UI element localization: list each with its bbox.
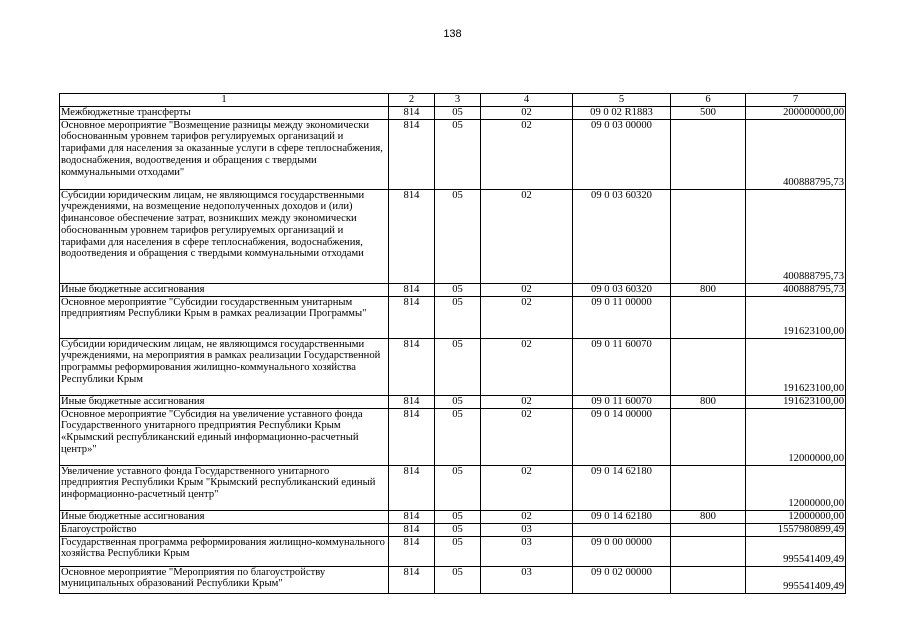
table-header-row [60,94,846,107]
row-amount: 400888795,73 [746,283,846,296]
table-row [60,510,846,523]
row-expense-type [671,536,746,566]
row-name: Основное мероприятие "Возмещение разницы между экономически обоснованным уровнем тарифов регулируемых организаций и тарифами для населения за оказанные услуги в сфере теплоснабжения, водоснабжения, водоотведения и обращения с твердыми коммунальными отходами" [60,119,389,189]
row-target-code: 09 0 03 60320 [573,283,671,296]
row-subsection-code: 02 [481,395,573,408]
row-amount: 200000000,00 [746,106,846,119]
table-row [60,338,846,395]
row-target-code: 09 0 11 00000 [573,296,671,338]
row-target-code: 09 0 11 60070 [573,338,671,395]
table-row [60,536,846,566]
row-amount: 995541409,49 [746,536,846,566]
row-target-code: 09 0 14 00000 [573,408,671,465]
table-row [60,106,846,119]
row-amount: 400888795,73 [746,189,846,283]
row-amount: 1557980899,49 [746,523,846,536]
table-row [60,119,846,189]
row-section-code: 05 [435,536,481,566]
table-row [60,283,846,296]
row-expense-type [671,523,746,536]
table-row [60,395,846,408]
row-expense-type [671,189,746,283]
row-name: Субсидии юридическим лицам, не являющимся государственными учреждениями, на возмещение недополученных доходов и (или) финансовое обеспечение затрат, возникших между экономически обоснованным уровнем тарифов регулируемых организаций и тарифами для населения в сфере теплоснабжения, водоснабжения, водоотведения и обращения с твердыми коммунальными отходами [60,189,389,283]
row-ministry-code: 814 [389,510,435,523]
row-section-code: 05 [435,119,481,189]
table-row [60,189,846,283]
row-name: Основное мероприятие "Мероприятия по благоустройству муниципальных образований Республики Крым" [60,566,389,593]
row-amount: 12000000,00 [746,408,846,465]
row-subsection-code: 02 [481,119,573,189]
row-subsection-code: 02 [481,296,573,338]
row-expense-type [671,566,746,593]
row-section-code: 05 [435,465,481,510]
row-ministry-code: 814 [389,408,435,465]
row-section-code: 05 [435,566,481,593]
row-amount: 191623100,00 [746,338,846,395]
column-header: 3 [435,94,481,107]
row-expense-type: 500 [671,106,746,119]
row-ministry-code: 814 [389,523,435,536]
row-subsection-code: 02 [481,408,573,465]
row-target-code: 09 0 14 62180 [573,465,671,510]
row-name: Государственная программа реформирования жилищно-коммунального хозяйства Республики Крым [60,536,389,566]
budget-table [59,93,846,594]
row-subsection-code: 02 [481,465,573,510]
table-row [60,465,846,510]
row-amount: 400888795,73 [746,119,846,189]
table-row [60,408,846,465]
row-subsection-code: 02 [481,189,573,283]
row-amount: 191623100,00 [746,296,846,338]
row-expense-type [671,465,746,510]
table-row [60,296,846,338]
row-name: Основное мероприятие "Субсидии государственным унитарным предприятиям Республики Крым в рамках реализации Программы" [60,296,389,338]
column-header: 1 [60,94,389,107]
row-target-code: 09 0 03 00000 [573,119,671,189]
row-section-code: 05 [435,510,481,523]
row-section-code: 05 [435,296,481,338]
row-expense-type: 800 [671,283,746,296]
table-row [60,523,846,536]
row-section-code: 05 [435,106,481,119]
row-subsection-code: 03 [481,523,573,536]
row-name: Субсидии юридическим лицам, не являющимся государственными учреждениями, на мероприятия в рамках реализации Государственной программы реформирования жилищно-коммунального хозяйства Республики Крым [60,338,389,395]
row-expense-type: 800 [671,510,746,523]
row-section-code: 05 [435,523,481,536]
row-target-code: 09 0 00 00000 [573,536,671,566]
row-name: Иные бюджетные ассигнования [60,395,389,408]
row-ministry-code: 814 [389,119,435,189]
column-header: 2 [389,94,435,107]
row-name: Иные бюджетные ассигнования [60,510,389,523]
row-ministry-code: 814 [389,296,435,338]
row-ministry-code: 814 [389,465,435,510]
row-subsection-code: 02 [481,338,573,395]
row-subsection-code: 02 [481,283,573,296]
row-amount: 995541409,49 [746,566,846,593]
row-subsection-code: 02 [481,106,573,119]
row-target-code: 09 0 03 60320 [573,189,671,283]
row-name: Благоустройство [60,523,389,536]
row-ministry-code: 814 [389,566,435,593]
column-header: 4 [481,94,573,107]
row-target-code: 09 0 11 60070 [573,395,671,408]
row-target-code: 09 0 02 R1883 [573,106,671,119]
row-expense-type [671,338,746,395]
row-subsection-code: 03 [481,566,573,593]
row-target-code: 09 0 02 00000 [573,566,671,593]
row-amount: 191623100,00 [746,395,846,408]
row-section-code: 05 [435,338,481,395]
row-name: Увеличение уставного фонда Государственного унитарного предприятия Республики Крым "Крымский республиканский единый информационно-расчетный центр" [60,465,389,510]
row-amount: 12000000,00 [746,510,846,523]
row-amount: 12000000,00 [746,465,846,510]
row-name: Иные бюджетные ассигнования [60,283,389,296]
row-target-code [573,523,671,536]
row-ministry-code: 814 [389,283,435,296]
row-section-code: 05 [435,189,481,283]
row-subsection-code: 03 [481,536,573,566]
row-ministry-code: 814 [389,106,435,119]
row-ministry-code: 814 [389,536,435,566]
row-subsection-code: 02 [481,510,573,523]
row-section-code: 05 [435,283,481,296]
row-expense-type [671,408,746,465]
table-row [60,566,846,593]
row-expense-type [671,296,746,338]
column-header: 7 [746,94,846,107]
row-target-code: 09 0 14 62180 [573,510,671,523]
column-header: 6 [671,94,746,107]
row-name: Межбюджетные трансферты [60,106,389,119]
row-expense-type [671,119,746,189]
row-ministry-code: 814 [389,189,435,283]
row-ministry-code: 814 [389,338,435,395]
row-expense-type: 800 [671,395,746,408]
row-ministry-code: 814 [389,395,435,408]
page-number: 138 [443,28,462,40]
row-name: Основное мероприятие "Субсидия на увеличение уставного фонда Государственного унитарного предприятия Республики Крым «Крымский республиканский единый информационно-расчетный центр»" [60,408,389,465]
row-section-code: 05 [435,395,481,408]
row-section-code: 05 [435,408,481,465]
column-header: 5 [573,94,671,107]
